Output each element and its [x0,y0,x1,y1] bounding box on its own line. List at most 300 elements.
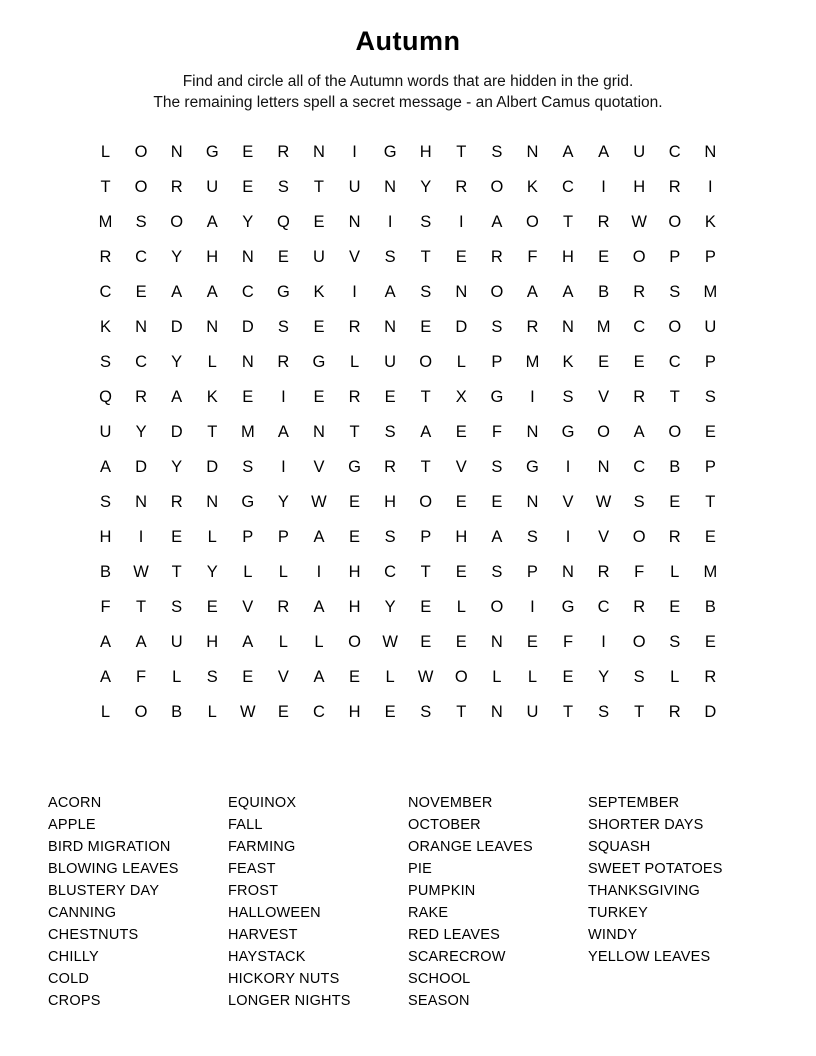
grid-cell[interactable]: T [136,598,147,616]
grid-cell[interactable]: L [207,703,217,721]
grid-cell[interactable]: A [526,283,538,301]
grid-cell[interactable]: N [348,213,361,231]
grid-cell[interactable]: C [562,178,574,196]
grid-cell[interactable]: S [384,423,396,441]
grid-cell[interactable]: W [417,668,434,686]
grid-cell[interactable]: E [349,528,361,546]
grid-cell[interactable]: M [596,318,611,336]
word-list-item[interactable]: SCHOOL [408,971,471,987]
word-list-item[interactable]: THANKSGIVING [588,883,700,899]
grid-cell[interactable]: E [420,633,432,651]
grid-cell[interactable]: S [206,668,218,686]
word-list-item[interactable]: NOVEMBER [408,795,493,811]
grid-cell[interactable]: Y [598,668,610,686]
grid-cell[interactable]: T [349,423,360,441]
grid-cell[interactable]: G [205,143,219,161]
grid-cell[interactable]: T [705,493,716,511]
grid-cell[interactable]: A [99,633,111,651]
grid-cell[interactable]: P [704,458,716,476]
grid-cell[interactable]: E [313,388,325,406]
grid-cell[interactable]: M [525,353,540,371]
grid-cell[interactable]: C [135,353,148,371]
grid-cell[interactable]: F [634,563,645,581]
grid-cell[interactable]: U [170,633,183,651]
grid-cell[interactable]: T [420,458,431,476]
grid-cell[interactable]: O [490,598,504,616]
grid-cell[interactable]: H [562,248,574,266]
grid-cell[interactable]: I [387,213,393,231]
grid-cell[interactable]: E [562,668,574,686]
grid-cell[interactable]: E [598,353,610,371]
grid-cell[interactable]: P [669,248,681,266]
grid-cell[interactable]: N [526,493,539,511]
grid-cell[interactable]: S [491,318,503,336]
grid-cell[interactable]: H [633,178,646,196]
grid-cell[interactable]: R [597,563,610,581]
grid-cell[interactable]: U [313,248,325,266]
grid-cell[interactable]: N [526,423,539,441]
grid-cell[interactable]: E [277,703,289,721]
grid-cell[interactable]: I [281,458,286,476]
grid-cell[interactable]: R [277,143,290,161]
grid-cell[interactable]: E [384,388,396,406]
grid-cell[interactable]: U [704,318,717,336]
grid-cell[interactable]: E [242,668,254,686]
grid-cell[interactable]: N [384,178,397,196]
grid-cell[interactable]: L [456,353,466,371]
grid-cell[interactable]: E [455,563,467,581]
grid-cell[interactable]: R [348,318,361,336]
grid-cell[interactable]: O [632,528,646,546]
grid-cell[interactable]: E [598,248,610,266]
grid-cell[interactable]: Y [420,178,432,196]
grid-cell[interactable]: R [99,248,112,266]
grid-cell[interactable]: T [100,178,111,196]
grid-cell[interactable]: X [455,388,467,406]
grid-cell[interactable]: A [171,283,183,301]
grid-cell[interactable]: I [352,283,357,301]
grid-cell[interactable]: N [597,458,610,476]
grid-cell[interactable]: I [530,598,535,616]
grid-cell[interactable]: P [526,563,538,581]
word-list-item[interactable]: TURKEY [588,905,649,921]
grid-cell[interactable]: C [99,283,112,301]
word-list-item[interactable]: YELLOW LEAVES [588,949,711,965]
grid-cell[interactable]: L [456,598,466,616]
word-list-item[interactable]: OCTOBER [408,817,481,833]
grid-cell[interactable]: N [206,318,219,336]
grid-cell[interactable]: A [313,668,325,686]
grid-cell[interactable]: S [491,458,503,476]
grid-cell[interactable]: C [597,598,610,616]
word-list-item[interactable]: BLUSTERY DAY [48,883,160,899]
grid-cell[interactable]: C [633,458,646,476]
word-list-item[interactable]: APPLE [48,817,96,833]
grid-cell[interactable]: K [526,178,538,196]
word-list-item[interactable]: BLOWING LEAVES [48,861,179,877]
grid-cell[interactable]: V [313,458,325,476]
grid-cell[interactable]: F [527,248,538,266]
grid-cell[interactable]: S [99,493,111,511]
grid-cell[interactable]: H [419,143,432,161]
grid-cell[interactable]: A [99,458,111,476]
grid-cell[interactable]: N [135,318,148,336]
grid-cell[interactable]: S [491,563,503,581]
grid-cell[interactable]: T [562,703,574,721]
grid-cell[interactable]: M [703,563,718,581]
grid-cell[interactable]: S [99,353,111,371]
grid-cell[interactable]: T [669,388,680,406]
grid-cell[interactable]: A [242,633,254,651]
grid-cell[interactable]: I [565,458,571,476]
grid-cell[interactable]: I [601,178,606,196]
word-list-item[interactable]: BIRD MIGRATION [48,839,171,855]
grid-cell[interactable]: E [242,388,254,406]
grid-cell[interactable]: R [668,703,681,721]
grid-cell[interactable]: S [277,178,289,196]
grid-cell[interactable]: L [100,703,111,721]
word-list-item[interactable]: WINDY [588,927,638,943]
grid-cell[interactable]: O [526,213,539,231]
grid-cell[interactable]: E [455,248,467,266]
grid-cell[interactable]: D [455,318,468,336]
grid-cell[interactable]: O [170,213,184,231]
grid-cell[interactable]: B [171,703,183,721]
grid-cell[interactable]: A [135,633,147,651]
grid-cell[interactable]: W [133,563,149,581]
grid-cell[interactable]: N [562,563,574,581]
grid-cell[interactable]: O [454,668,468,686]
grid-cell[interactable]: A [99,668,111,686]
word-list-item[interactable]: EQUINOX [228,795,297,811]
grid-cell[interactable]: C [668,353,681,371]
grid-cell[interactable]: O [632,633,646,651]
grid-cell[interactable]: R [490,248,503,266]
grid-cell[interactable]: S [633,493,645,511]
grid-cell[interactable]: R [633,598,646,616]
grid-cell[interactable]: O [134,143,148,161]
grid-cell[interactable]: E [384,703,396,721]
grid-cell[interactable]: R [526,318,539,336]
grid-cell[interactable]: S [633,668,645,686]
word-list-item[interactable]: ACORN [48,795,102,811]
grid-cell[interactable]: G [561,423,575,441]
grid-cell[interactable]: A [491,528,503,546]
grid-cell[interactable]: T [420,563,431,581]
grid-cell[interactable]: V [277,668,289,686]
grid-cell[interactable]: N [704,143,717,161]
grid-cell[interactable]: F [136,668,147,686]
grid-cell[interactable]: E [277,248,289,266]
grid-cell[interactable]: D [241,318,254,336]
grid-cell[interactable]: O [668,213,682,231]
grid-cell[interactable]: L [278,563,288,581]
grid-cell[interactable]: I [708,178,713,196]
grid-cell[interactable]: N [490,633,503,651]
grid-cell[interactable]: P [704,353,716,371]
grid-cell[interactable]: D [170,423,183,441]
grid-cell[interactable]: O [134,178,148,196]
grid-cell[interactable]: H [206,633,219,651]
grid-cell[interactable]: C [384,563,397,581]
grid-cell[interactable]: O [632,248,646,266]
grid-cell[interactable]: E [420,598,432,616]
grid-cell[interactable]: E [135,283,147,301]
grid-cell[interactable]: O [597,423,611,441]
grid-cell[interactable]: E [669,493,681,511]
grid-cell[interactable]: S [384,528,396,546]
grid-cell[interactable]: U [348,178,361,196]
grid-cell[interactable]: O [419,493,433,511]
grid-cell[interactable]: P [242,528,254,546]
grid-cell[interactable]: L [314,633,324,651]
grid-cell[interactable]: L [670,668,680,686]
grid-cell[interactable]: R [668,178,681,196]
grid-cell[interactable]: M [98,213,113,231]
grid-cell[interactable]: V [562,493,574,511]
grid-cell[interactable]: Q [99,388,112,406]
grid-cell[interactable]: T [456,703,467,721]
word-list-item[interactable]: HICKORY NUTS [228,971,340,987]
grid-cell[interactable]: A [313,598,325,616]
grid-cell[interactable]: R [633,283,646,301]
grid-cell[interactable]: E [420,318,432,336]
grid-cell[interactable]: L [100,143,111,161]
grid-cell[interactable]: E [704,528,716,546]
grid-cell[interactable]: S [491,143,503,161]
grid-cell[interactable]: R [348,388,361,406]
grid-cell[interactable]: U [526,703,539,721]
grid-cell[interactable]: U [206,178,219,196]
grid-cell[interactable]: S [704,388,716,406]
grid-cell[interactable]: N [241,353,254,371]
grid-cell[interactable]: L [349,353,360,371]
grid-cell[interactable]: O [348,633,361,651]
word-list-item[interactable]: SEASON [408,993,470,1009]
grid-cell[interactable]: B [704,598,716,616]
grid-cell[interactable]: A [384,283,396,301]
grid-cell[interactable]: A [277,423,289,441]
grid-cell[interactable]: M [240,423,255,441]
grid-cell[interactable]: C [313,703,325,721]
grid-cell[interactable]: H [206,248,219,266]
grid-cell[interactable]: I [352,143,357,161]
grid-cell[interactable]: P [491,353,503,371]
grid-cell[interactable]: T [313,178,325,196]
grid-cell[interactable]: S [171,598,183,616]
grid-cell[interactable]: A [633,423,645,441]
grid-cell[interactable]: G [561,598,575,616]
grid-cell[interactable]: S [242,458,254,476]
word-list-item[interactable]: SHORTER DAYS [588,817,704,833]
grid-cell[interactable]: I [138,528,144,546]
grid-cell[interactable]: F [100,598,111,616]
grid-cell[interactable]: T [420,388,431,406]
grid-cell[interactable]: W [240,703,256,721]
word-list-item[interactable]: FEAST [228,861,276,877]
word-list-item[interactable]: SCARECROW [408,949,506,965]
grid-cell[interactable]: S [598,703,610,721]
grid-cell[interactable]: E [455,423,467,441]
grid-cell[interactable]: A [206,213,218,231]
grid-cell[interactable]: A [562,283,574,301]
grid-cell[interactable]: B [99,563,111,581]
grid-cell[interactable]: D [206,458,219,476]
grid-cell[interactable]: I [530,388,535,406]
grid-cell[interactable]: H [348,703,361,721]
grid-cell[interactable]: M [703,283,718,301]
grid-cell[interactable]: A [562,143,574,161]
grid-cell[interactable]: C [668,143,681,161]
word-list-item[interactable]: CHILLY [48,949,99,965]
grid-cell[interactable]: I [601,633,606,651]
word-list-item[interactable]: SWEET POTATOES [588,861,723,877]
grid-cell[interactable]: W [311,493,327,511]
grid-cell[interactable]: I [281,388,286,406]
grid-cell[interactable]: L [207,528,217,546]
grid-cell[interactable]: O [134,703,148,721]
grid-cell[interactable]: L [527,668,538,686]
grid-cell[interactable]: Y [206,563,218,581]
grid-cell[interactable]: A [420,423,432,441]
grid-cell[interactable]: K [704,213,716,231]
grid-cell[interactable]: E [313,318,325,336]
grid-cell[interactable]: V [598,388,610,406]
grid-cell[interactable]: R [170,493,183,511]
grid-cell[interactable]: A [171,388,183,406]
grid-cell[interactable]: A [598,143,610,161]
grid-cell[interactable]: D [135,458,148,476]
grid-cell[interactable]: K [206,388,218,406]
grid-cell[interactable]: R [277,353,290,371]
grid-cell[interactable]: O [668,318,682,336]
grid-cell[interactable]: Y [242,213,254,231]
grid-cell[interactable]: H [348,598,361,616]
grid-cell[interactable]: L [385,668,395,686]
grid-cell[interactable]: E [704,633,716,651]
grid-cell[interactable]: N [562,318,574,336]
grid-cell[interactable]: Y [135,423,147,441]
grid-cell[interactable]: G [348,458,361,476]
grid-cell[interactable]: V [242,598,254,616]
grid-cell[interactable]: E [669,598,681,616]
grid-cell[interactable]: U [384,353,397,371]
word-list-item[interactable]: CROPS [48,993,101,1009]
grid-cell[interactable]: U [633,143,646,161]
grid-cell[interactable]: E [242,143,254,161]
grid-cell[interactable]: S [669,633,681,651]
grid-cell[interactable]: S [562,388,574,406]
grid-cell[interactable]: L [172,668,182,686]
grid-cell[interactable]: S [669,283,681,301]
grid-cell[interactable]: D [170,318,183,336]
grid-cell[interactable]: Q [276,213,290,231]
grid-cell[interactable]: T [562,213,574,231]
grid-cell[interactable]: R [597,213,610,231]
word-list-item[interactable]: HARVEST [228,927,298,943]
word-list-item[interactable]: SQUASH [588,839,651,855]
grid-cell[interactable]: S [526,528,538,546]
grid-cell[interactable]: L [492,668,502,686]
grid-cell[interactable]: P [277,528,289,546]
grid-cell[interactable]: E [455,493,467,511]
word-list-item[interactable]: FARMING [228,839,296,855]
grid-cell[interactable]: L [670,563,680,581]
grid-cell[interactable]: I [316,563,322,581]
word-list-item[interactable]: HALLOWEEN [228,905,321,921]
grid-cell[interactable]: U [99,423,112,441]
grid-cell[interactable]: S [420,213,432,231]
grid-cell[interactable]: S [420,283,432,301]
grid-cell[interactable]: G [526,458,539,476]
grid-cell[interactable]: K [562,353,574,371]
grid-cell[interactable]: I [565,528,571,546]
grid-cell[interactable]: G [490,388,504,406]
grid-cell[interactable]: G [241,493,255,511]
grid-cell[interactable]: S [420,703,432,721]
grid-cell[interactable]: O [419,353,433,371]
grid-cell[interactable]: T [207,423,218,441]
grid-cell[interactable]: N [206,493,219,511]
grid-cell[interactable]: E [633,353,645,371]
grid-cell[interactable]: A [313,528,325,546]
grid-cell[interactable]: I [458,213,464,231]
grid-cell[interactable]: E [242,178,254,196]
grid-cell[interactable]: C [633,318,646,336]
grid-cell[interactable]: N [135,493,148,511]
grid-cell[interactable]: A [491,213,503,231]
grid-cell[interactable]: W [595,493,612,511]
grid-cell[interactable]: A [206,283,218,301]
grid-cell[interactable]: G [312,353,326,371]
grid-cell[interactable]: H [348,563,361,581]
grid-cell[interactable]: H [384,493,397,511]
grid-cell[interactable]: K [313,283,325,301]
grid-cell[interactable]: E [313,213,325,231]
word-list-item[interactable]: PIE [408,861,432,877]
grid-cell[interactable]: T [420,248,431,266]
grid-cell[interactable]: N [241,248,254,266]
grid-cell[interactable]: R [455,178,468,196]
grid-cell[interactable]: N [313,143,325,161]
word-list-item[interactable]: LONGER NIGHTS [228,993,351,1009]
grid-cell[interactable]: T [456,143,467,161]
word-list-item[interactable]: FALL [228,817,263,833]
grid-cell[interactable]: Y [277,493,289,511]
grid-cell[interactable]: C [241,283,254,301]
grid-cell[interactable]: R [668,528,681,546]
grid-cell[interactable]: E [171,528,183,546]
grid-cell[interactable]: D [704,703,717,721]
grid-cell[interactable]: R [633,388,646,406]
grid-cell[interactable]: Y [171,353,183,371]
grid-cell[interactable]: Y [171,458,183,476]
word-list-item[interactable]: COLD [48,971,90,987]
grid-cell[interactable]: V [598,528,610,546]
grid-cell[interactable]: E [526,633,538,651]
grid-cell[interactable]: W [382,633,398,651]
grid-cell[interactable]: G [383,143,397,161]
grid-cell[interactable]: R [170,178,183,196]
grid-cell[interactable]: L [243,563,253,581]
grid-cell[interactable]: N [313,423,325,441]
grid-cell[interactable]: R [384,458,397,476]
word-list-item[interactable]: RAKE [408,905,449,921]
grid-cell[interactable]: O [490,178,504,196]
grid-cell[interactable]: F [491,423,502,441]
word-list-item[interactable]: CHESTNUTS [48,927,139,943]
grid-cell[interactable]: S [277,318,289,336]
